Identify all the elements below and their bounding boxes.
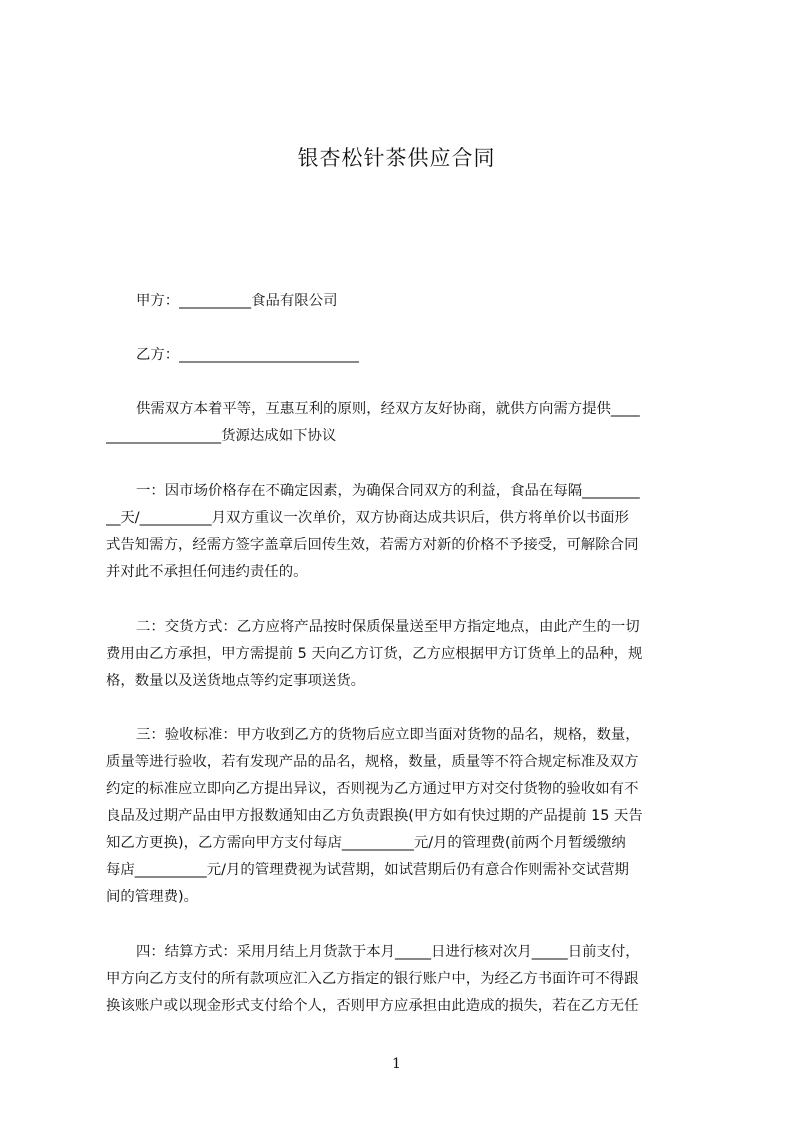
- paragraph-line: 式告知需方，经需方签字盖章后回传生效，若需方对新的价格不予接受，可解除合同: [106, 537, 639, 553]
- paragraph-line: 质量等进行验收，若有发现产品的品名，规格，数量，质量等不符合规定标准及双方: [106, 754, 639, 770]
- paragraph-line: __天/__________月双方重议一次单价，双方协商达成共识后，供方将单价以书面形: [106, 510, 629, 526]
- paragraph-line: 换该账户或以现金形式支付给个人，否则甲方应承担由此造成的损失，若在乙方无任: [106, 998, 639, 1014]
- party-b-line: 乙方：_________________________: [136, 347, 360, 363]
- paragraph-line: 三：验收标准：甲方收到乙方的货物后应立即当面对货物的品名，规格，数量，: [136, 727, 640, 743]
- paragraph-line: ________________货源达成如下协议: [106, 428, 337, 444]
- paragraph-line: 二：交货方式：乙方应将产品按时保质保量送至甲方指定地点，由此产生的一切: [136, 619, 640, 635]
- paragraph-line: 每店__________元/月的管理费视为试营期，如试营期后仍有意合作则需补交试营期: [106, 862, 629, 878]
- paragraph-line: 一：因市场价格存在不确定因素，为确保合同双方的利益，食品在每隔________: [136, 483, 640, 499]
- page-number: 1: [392, 1056, 401, 1072]
- contract-title: 银杏松针茶供应合同: [297, 146, 496, 170]
- paragraph-line: 甲方向乙方支付的所有款项应汇入乙方指定的银行账户中，为经乙方书面许可不得跟: [106, 971, 639, 987]
- paragraph-line: 并对此不承担任何违约责任的。: [106, 564, 308, 580]
- paragraph-line: 四：结算方式：采用月结上月货款于本月_____日进行核对次月_____日前支付，: [136, 944, 640, 960]
- paragraph-line: 约定的标准应立即向乙方提出异议，否则视为乙方通过甲方对交付货物的验收如有不: [106, 781, 639, 797]
- paragraph-line: 格，数量以及送货地点等约定事项送货。: [106, 673, 366, 689]
- party-a-line: 甲方：__________食品有限公司: [136, 293, 338, 309]
- paragraph-line: 费用由乙方承担，甲方需提前 5 天向乙方订货，乙方应根据甲方订货单上的品种，规: [106, 646, 643, 662]
- paragraph-line: 良品及过期产品由甲方报数通知由乙方负责跟换(甲方如有快过期的产品提前 15 天告: [106, 808, 643, 824]
- paragraph-line: 知乙方更换)，乙方需向甲方支付每店__________元/月的管理费(前两个月暂缓缴纳: [106, 835, 626, 851]
- paragraph-line: 间的管理费)。: [106, 889, 198, 905]
- paragraph-line: 供需双方本着平等，互惠互利的原则，经双方友好协商，就供方向需方提供____: [136, 401, 640, 417]
